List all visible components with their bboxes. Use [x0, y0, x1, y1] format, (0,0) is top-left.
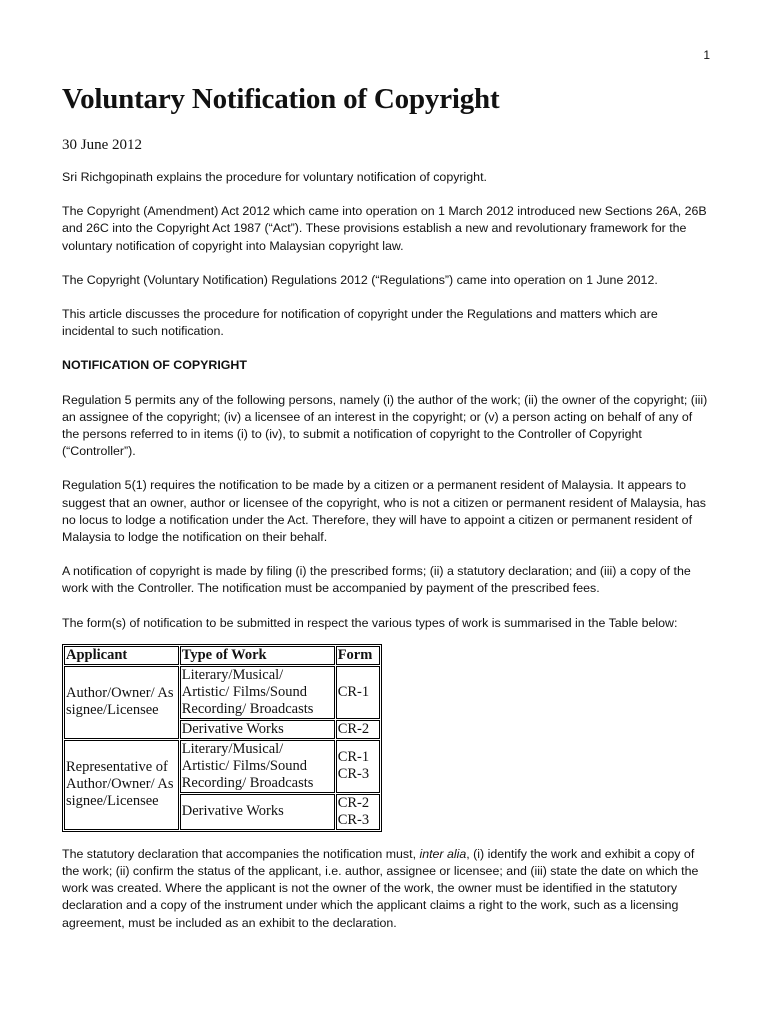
statutory-declaration-paragraph: [62, 846, 710, 932]
form-code: CR-1: [337, 749, 370, 766]
form-code: CR-2: [337, 794, 370, 811]
article-date: 30 June 2012: [62, 137, 142, 153]
forms-table: [62, 644, 382, 832]
form-cell: [336, 666, 380, 719]
header-type-of-work: Type of Work: [180, 646, 335, 665]
form-code: CR-1: [337, 683, 370, 700]
section-heading: NOTIFICATION OF COPYRIGHT: [62, 358, 247, 373]
work-type-cell: Literary/Musical/ Artistic/ Films/Sound Recording/ Broadcasts: [180, 740, 335, 793]
applicant-cell: Representative of Author/Owner/ Assignee/Licensee: [64, 740, 179, 830]
header-applicant: Applicant: [64, 646, 179, 665]
article-scope-paragraph: This article discusses the procedure for notification of copyright under the Regulations and matters which are incidental to such notification.: [62, 307, 658, 339]
form-cell: [336, 720, 380, 739]
form-cell: [336, 794, 380, 830]
work-type-cell: Derivative Works: [180, 794, 335, 830]
table-row: [64, 666, 380, 719]
intro-paragraph: Sri Richgopinath explains the procedure for voluntary notification of copyright.: [62, 170, 487, 184]
table-header-row: [64, 646, 380, 665]
amendment-paragraph: The Copyright (Amendment) Act 2012 which came into operation on 1 March 2012 introduced new Sections 26A, 26B and 26C into the Copyright Act 1987 (“Act”). These provisions establish a new and revolutionary framework for the voluntary notification of copyright into Malaysian copyright law.: [62, 204, 707, 253]
work-type-cell: Derivative Works: [180, 720, 335, 739]
regulation-5-1-paragraph: Regulation 5(1) requires the notification to be made by a citizen or a permanent resident of Malaysia. It appears to suggest that an owner, author or licensee of the copyright, who is not a citizen or permanent resident of Malaysia, has no locus to lodge a notification under the Act. Therefore, they will have to appoint a citizen or permanent resident of Malaysia to lodge the notification on their behalf.: [62, 478, 706, 545]
regulations-paragraph: The Copyright (Voluntary Notification) Regulations 2012 (“Regulations”) came into operation on 1 June 2012.: [62, 272, 658, 287]
form-code: CR-2: [337, 720, 370, 737]
statutory-text-start: The statutory declaration that accompanies the notification must,: [62, 846, 420, 861]
statutory-text-italic: inter alia: [419, 846, 467, 861]
table-row: [64, 740, 380, 793]
page-title: Voluntary Notification of Copyright: [62, 83, 500, 115]
form-cell: [336, 740, 380, 793]
work-type-cell: Literary/Musical/ Artistic/ Films/Sound Recording/ Broadcasts: [180, 666, 335, 719]
statutory-text-end: , (i) identify the work and exhibit a copy of the work; (ii) confirm the status of the applicant, i.e. author, assignee or licensee; and (iii) state the date on which the work was created. Where the applicant is not the owner of the work, the owner must be identified in the statutory declaration and a copy of the instrument under which the applicant claims a right to the work, such as a licensing agreement, must be included as an exhibit to the declaration.: [62, 846, 699, 930]
header-form: Form: [336, 646, 380, 665]
filing-paragraph: A notification of copyright is made by filing (i) the prescribed forms; (ii) a statutory declaration; and (iii) a copy of the work with the Controller. The notification must be accompanied by payment of the prescribed fees.: [62, 564, 691, 596]
regulation-5-paragraph: Regulation 5 permits any of the following persons, namely (i) the author of the work; (ii) the owner of the copyright; (iii) an assignee of the copyright; (iv) a licensee of an interest in the copyright; or (v) a person acting on behalf of any of the persons referred to in items (i) to (iv), to submit a notification of copyright to the Controller of Copyright (“Controller”).: [62, 392, 708, 459]
table-intro-paragraph: The form(s) of notification to be submitted in respect the various types of work is summarised in the Table below:: [62, 615, 678, 630]
applicant-cell: Author/Owner/ Assignee/Licensee: [64, 666, 179, 739]
page-number: 1: [703, 48, 710, 62]
article-content: [62, 80, 710, 932]
form-code: CR-3: [337, 811, 370, 828]
form-code: CR-3: [337, 766, 370, 783]
